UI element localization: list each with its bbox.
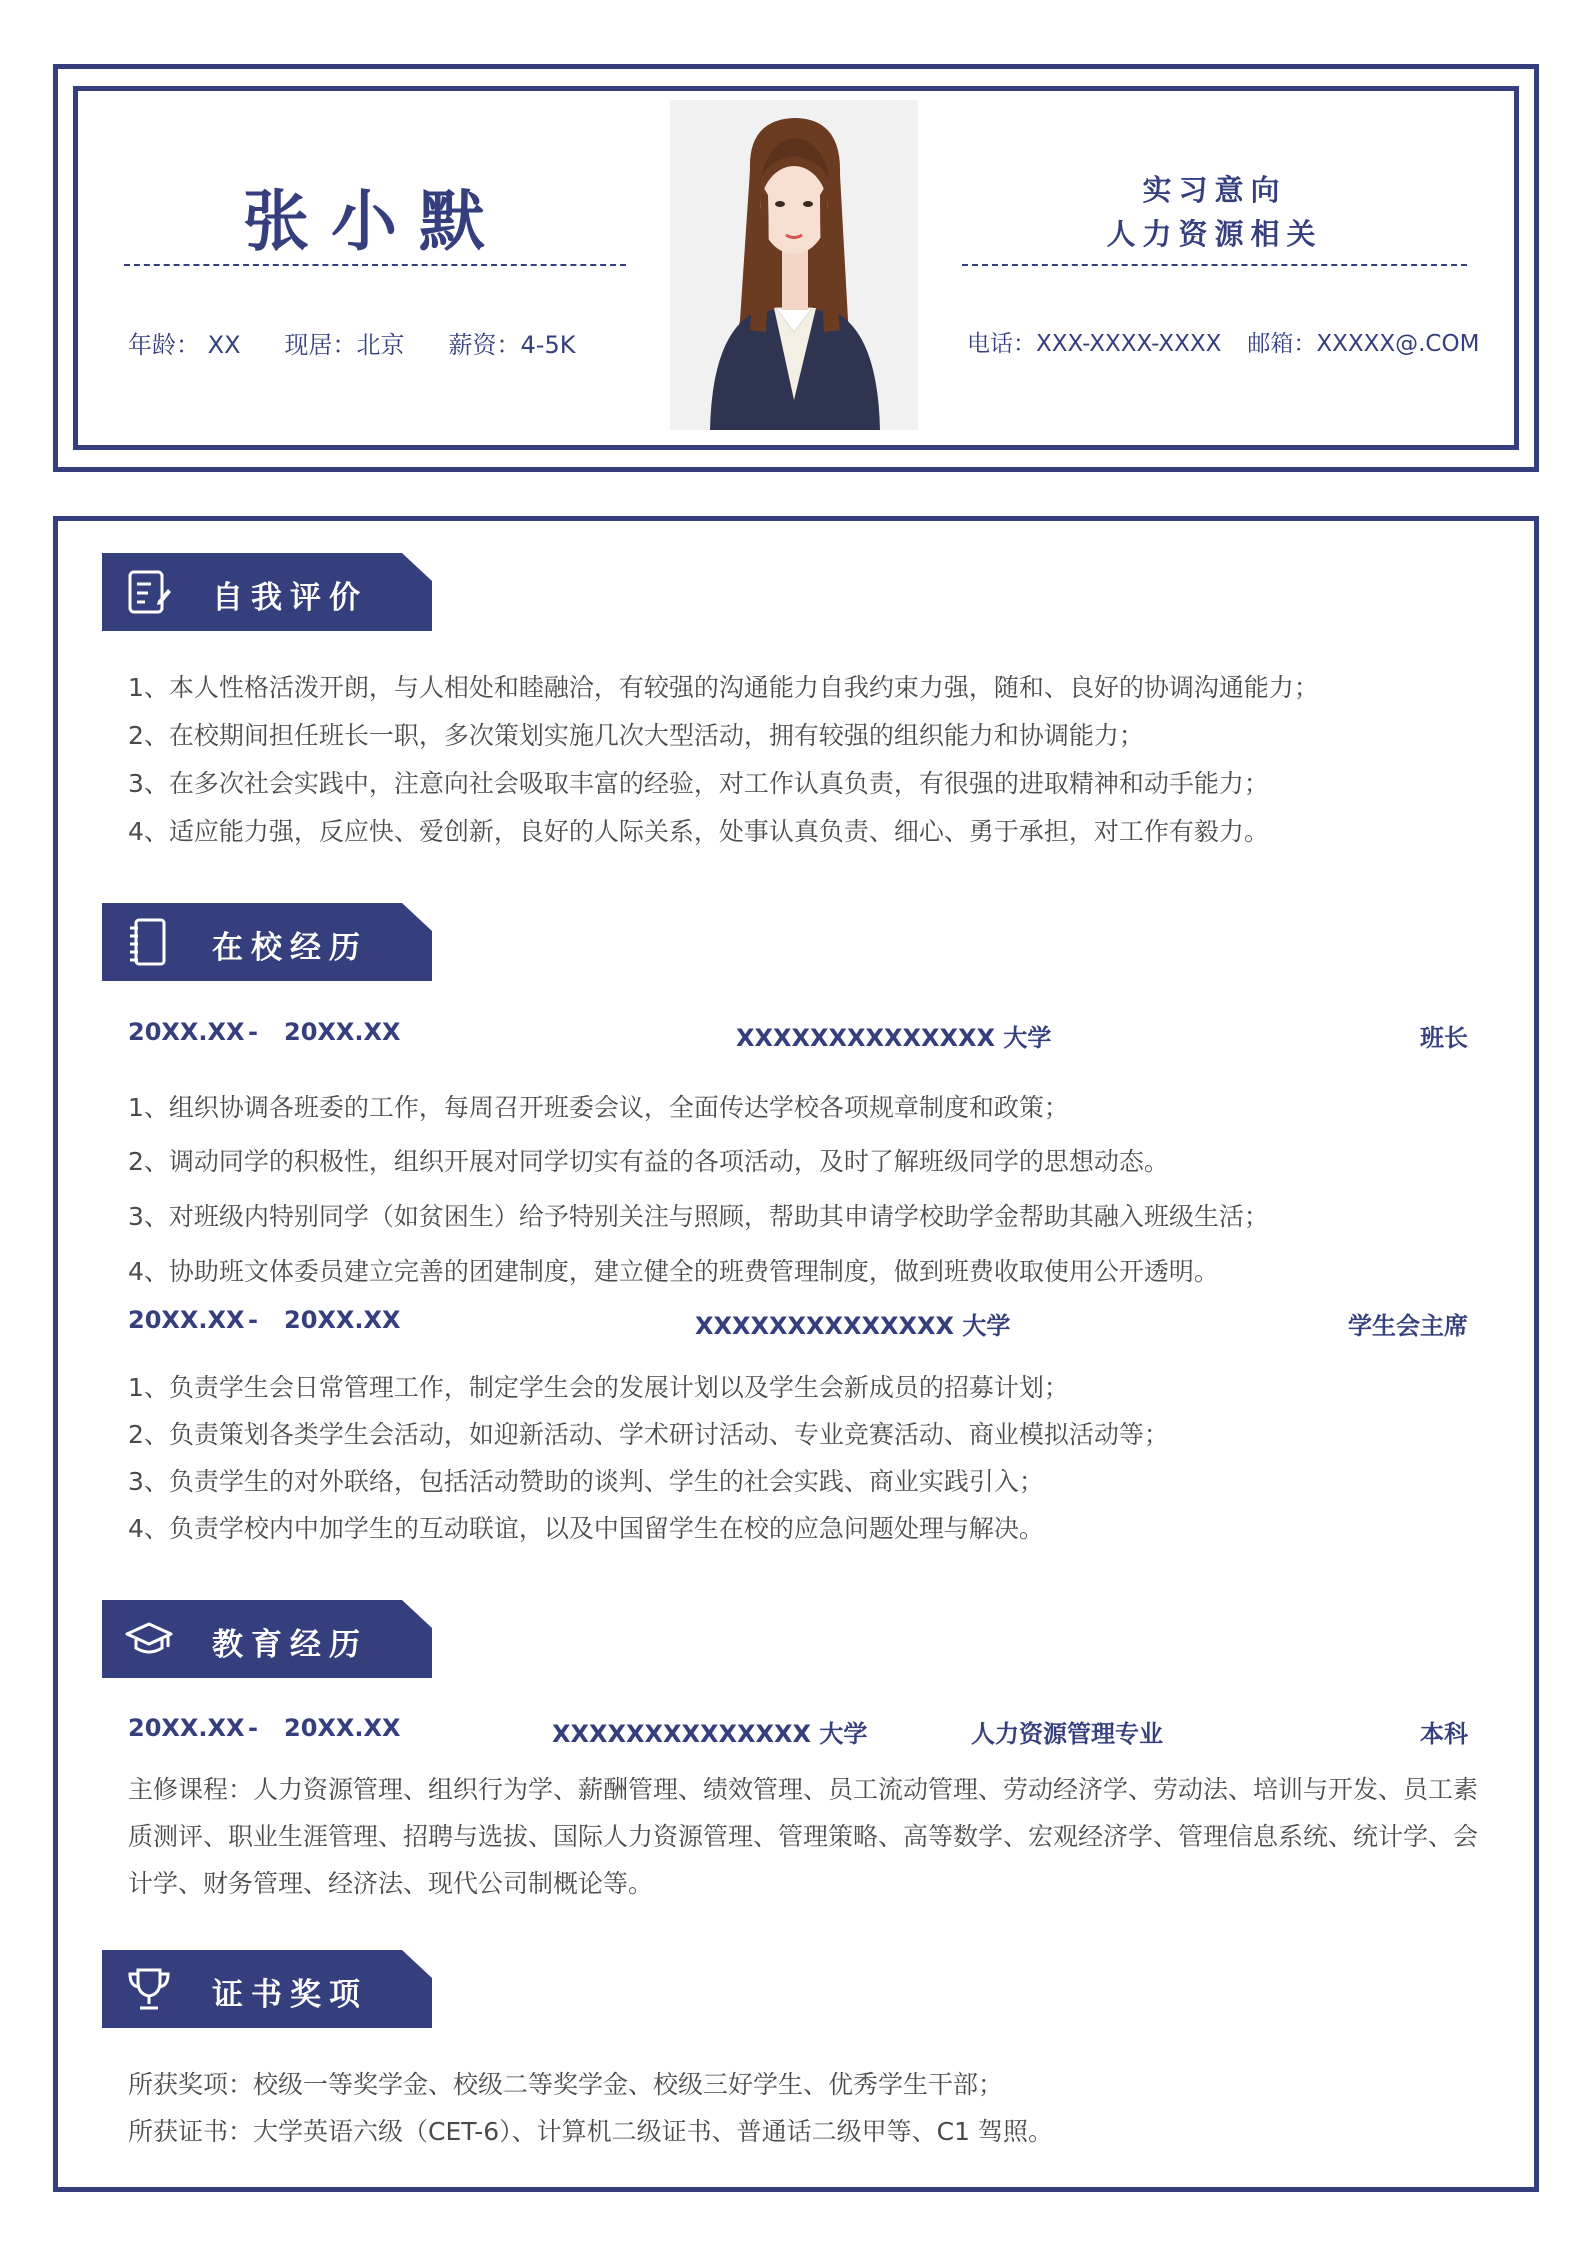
date-separator: -: [248, 1306, 258, 1334]
degree: 本科: [1420, 1720, 1468, 1748]
job-intent: [962, 168, 1467, 256]
section-header-self-eval: [102, 553, 432, 631]
email-text: 邮箱：XXXXX@.COM: [1247, 331, 1480, 357]
intent-title: 实习意向: [1142, 173, 1287, 207]
organization: XXXXXXXXXXXXXX 大学: [736, 1024, 1052, 1052]
basic-info: [128, 325, 648, 360]
campus-line: 3、对班级内特别同学（如贫困生）给予特别关注与照顾，帮助其申请学校助学金帮助其融入班级生活；: [128, 1202, 1269, 1231]
section-title: 在校经历: [212, 930, 368, 966]
date-end: 20XX.XX: [284, 1714, 401, 1742]
section-title: 教育经历: [212, 1627, 368, 1663]
salary-text: 薪资：4-5K: [448, 331, 576, 359]
campus-entry-header: [128, 1018, 1468, 1054]
date-start: 20XX.XX: [128, 1018, 245, 1046]
awards-prizes: 所获奖项：校级一等奖学金、校级二等奖学金、校级三好学生、优秀学生干部；: [128, 2070, 1004, 2099]
section-header-campus: [102, 903, 432, 981]
education-header: [128, 1714, 1468, 1750]
candidate-name: 张小默: [243, 183, 507, 260]
awards-certs: 所获证书：大学英语六级（CET-6）、计算机二级证书、普通话二级甲等、C1 驾照。: [128, 2117, 1053, 2146]
school: XXXXXXXXXXXXXX 大学: [552, 1720, 868, 1748]
intent-value: 人力资源相关: [1106, 217, 1323, 251]
contact-info: [967, 325, 1487, 358]
self-eval-line: 2、在校期间担任班长一职，多次策划实施几次大型活动，拥有较强的组织能力和协调能力；: [128, 721, 1144, 750]
campus-line: 4、负责学校内中加学生的互动联谊，以及中国留学生在校的应急问题处理与解决。: [128, 1514, 1044, 1543]
date-start: 20XX.XX: [128, 1714, 245, 1742]
section-title: 证书奖项: [212, 1977, 368, 2013]
graduation-cap-icon: [124, 1614, 174, 1664]
self-eval-line: 1、本人性格活泼开朗，与人相处和睦融洽，有较强的沟通能力自我约束力强，随和、良好的协调沟通能力；: [128, 673, 1319, 702]
residence-text: 现居：北京: [284, 331, 405, 359]
role: 班长: [1420, 1024, 1468, 1052]
section-header-education: [102, 1600, 432, 1678]
section-title: 自我评价: [212, 580, 368, 616]
courses-text: 主修课程：人力资源管理、组织行为学、薪酬管理、绩效管理、员工流动管理、劳动经济学、劳动法、培训与开发、员工素质测评、职业生涯管理、招聘与选拔、国际人力资源管理、管理策略、高等数学、宏观经济学、管理信息系统、统计学、会计学、财务管理、经济法、现代公司制概论等。: [128, 1775, 1479, 1898]
date-separator: -: [248, 1018, 258, 1046]
campus-line: 4、协助班文体委员建立完善的团建制度，建立健全的班费管理制度，做到班费收取使用公开透明。: [128, 1257, 1219, 1286]
self-eval-line: 4、适应能力强，反应快、爱创新，良好的人际关系，处事认真负责、细心、勇于承担，对工作有毅力。: [128, 817, 1269, 846]
date-end: 20XX.XX: [284, 1018, 401, 1046]
phone-text: 电话：XXX-XXXX-XXXX: [967, 331, 1222, 357]
major: 人力资源管理专业: [971, 1720, 1163, 1748]
age-text: 年龄： XX: [128, 331, 241, 359]
organization: XXXXXXXXXXXXXX 大学: [695, 1312, 1011, 1340]
notebook-icon: [124, 917, 174, 967]
intent-divider: [962, 264, 1467, 266]
profile-photo: [670, 100, 918, 430]
campus-entry-header: [128, 1306, 1468, 1342]
trophy-icon: [124, 1964, 174, 2014]
role: 学生会主席: [1348, 1312, 1468, 1340]
campus-line: 1、组织协调各班委的工作，每周召开班委会议，全面传达学校各项规章制度和政策；: [128, 1093, 1069, 1122]
campus-line: 2、负责策划各类学生会活动，如迎新活动、学术研讨活动、专业竞赛活动、商业模拟活动等；: [128, 1420, 1169, 1449]
self-eval-line: 3、在多次社会实践中，注意向社会吸取丰富的经验，对工作认真负责，有很强的进取精神和动手能力；: [128, 769, 1269, 798]
section-header-awards: [102, 1950, 432, 2028]
campus-line: 2、调动同学的积极性，组织开展对同学切实有益的各项活动，及时了解班级同学的思想动态。: [128, 1147, 1169, 1176]
edit-list-icon: [124, 567, 174, 617]
date-start: 20XX.XX: [128, 1306, 245, 1334]
date-end: 20XX.XX: [284, 1306, 401, 1334]
campus-line: 1、负责学生会日常管理工作，制定学生会的发展计划以及学生会新成员的招募计划；: [128, 1373, 1069, 1402]
date-separator: -: [248, 1714, 258, 1742]
campus-line: 3、负责学生的对外联络，包括活动赞助的谈判、学生的社会实践、商业实践引入；: [128, 1467, 1044, 1496]
name-divider: [124, 264, 626, 266]
